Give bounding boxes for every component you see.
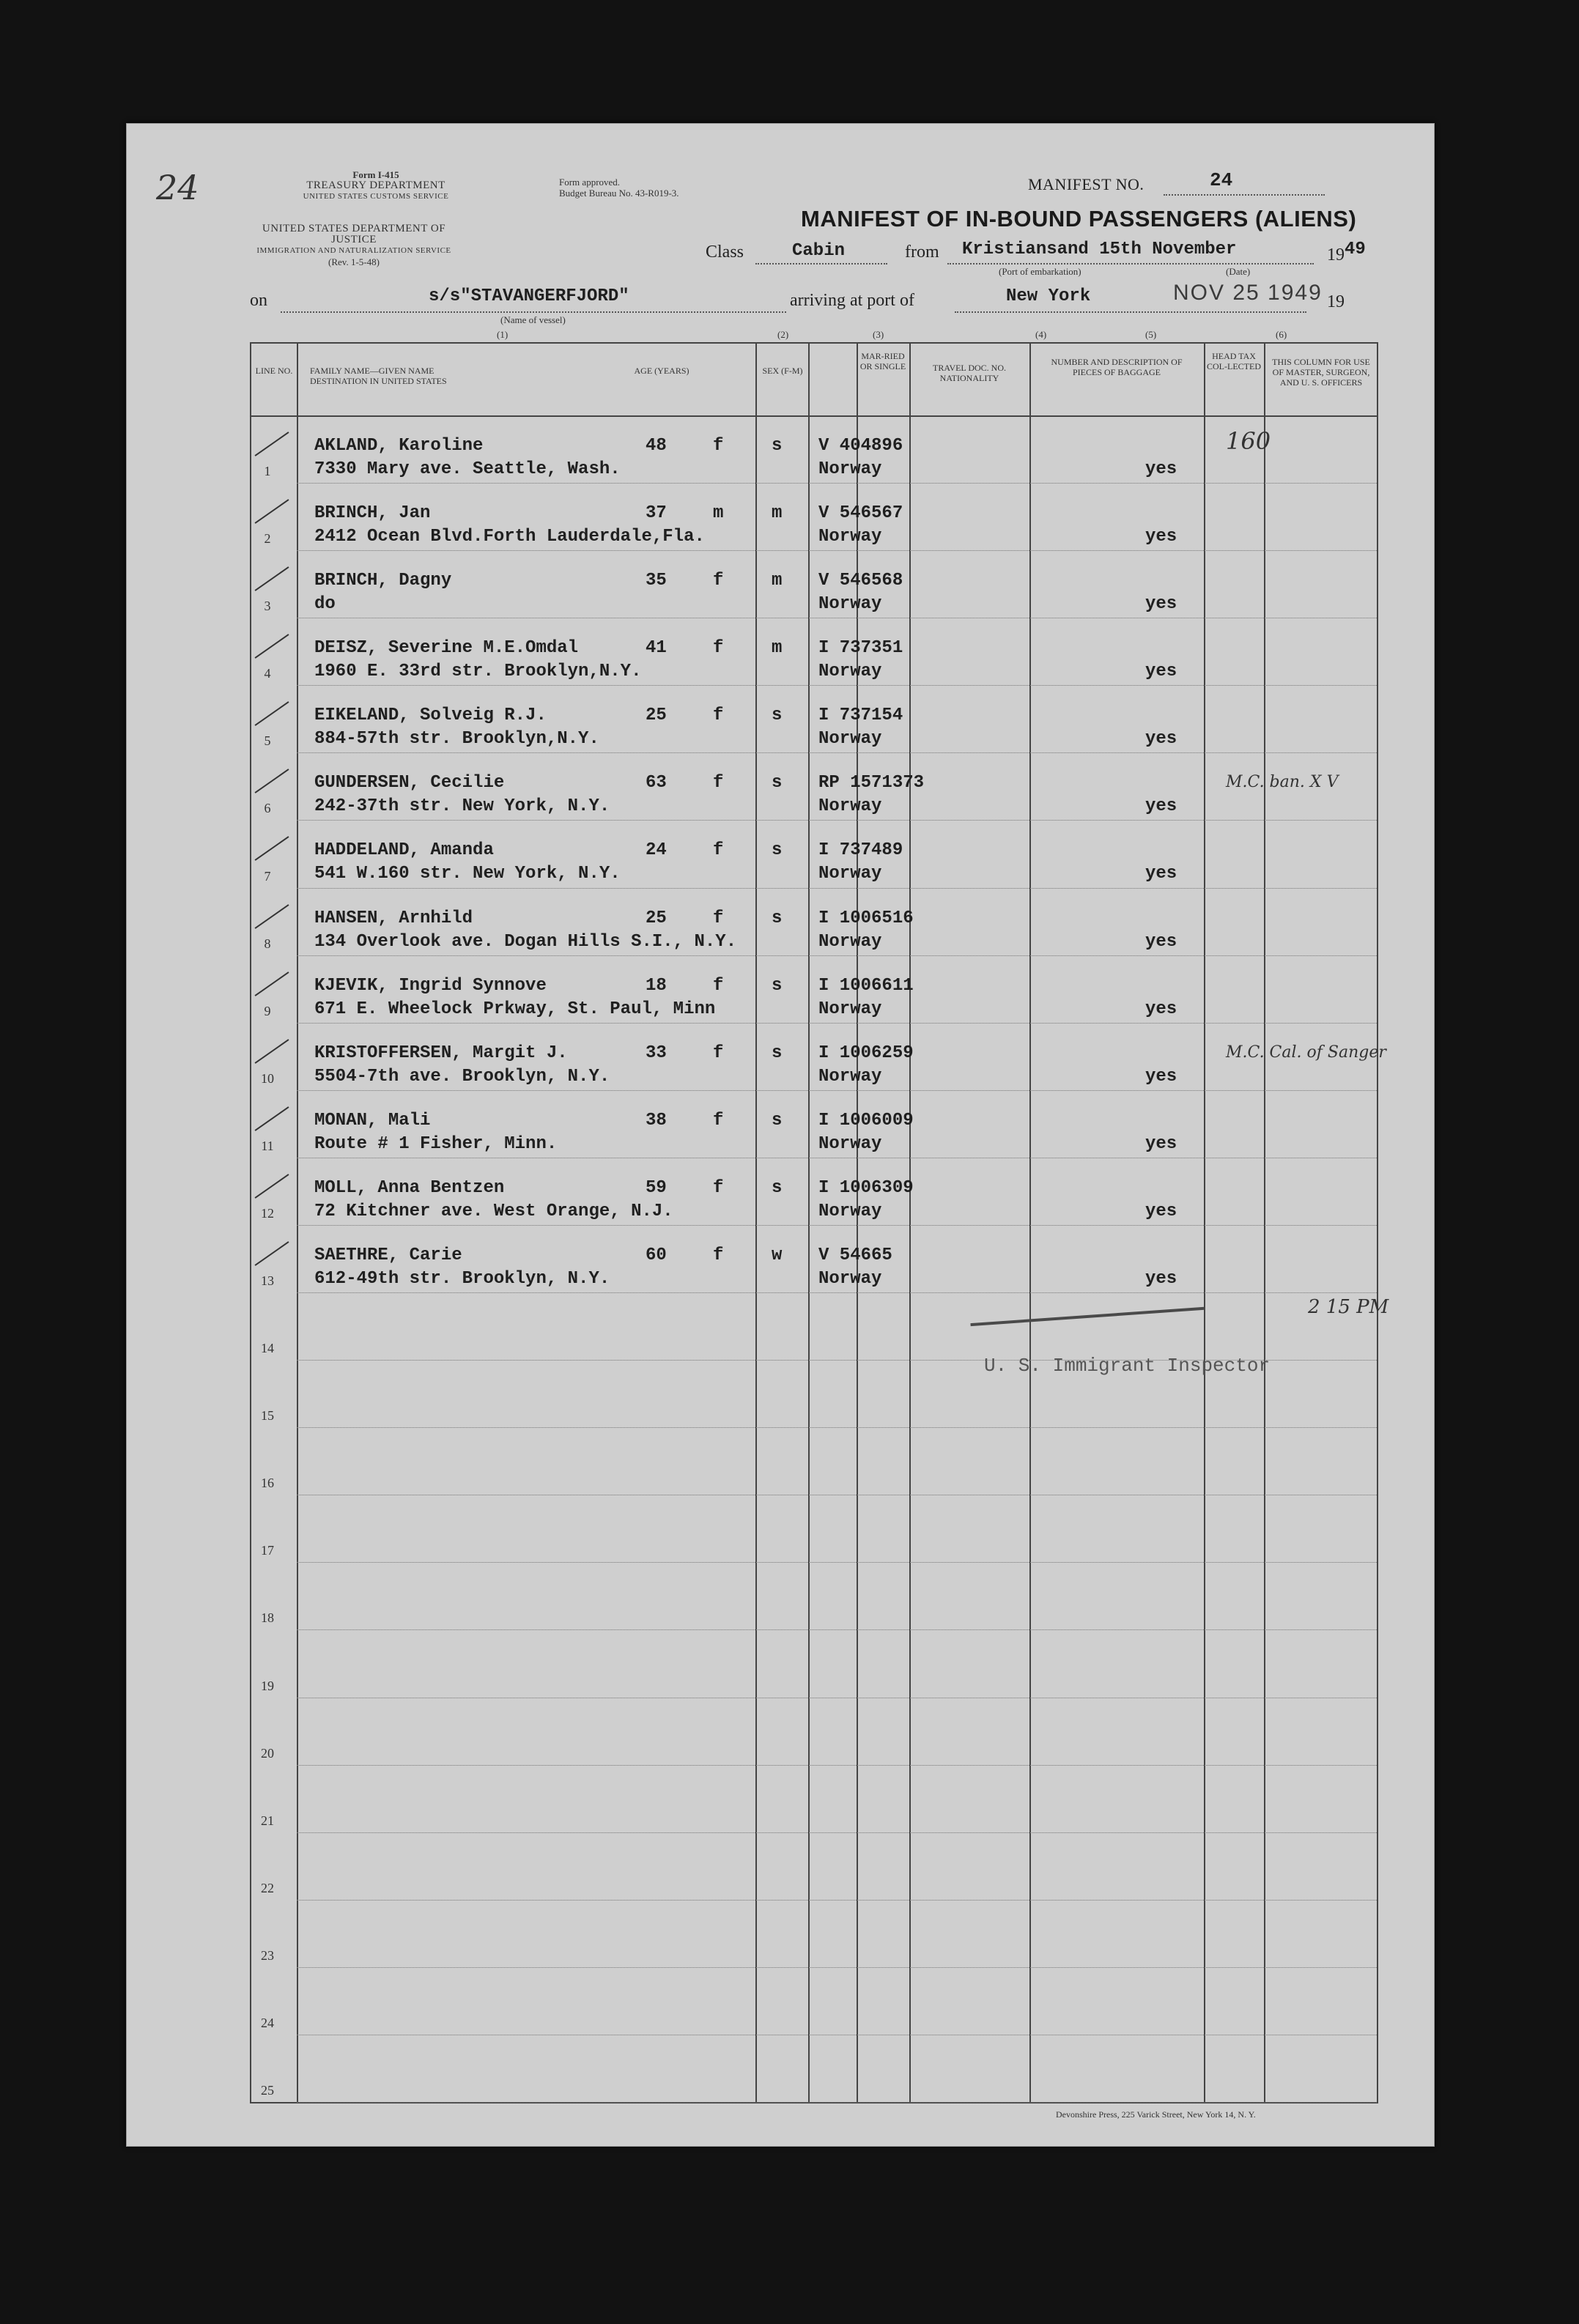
passenger-travel-doc: I 1006309: [818, 1178, 914, 1198]
passenger-sex: f: [713, 436, 724, 456]
passenger-head-tax: yes: [1145, 527, 1177, 547]
passenger-sex: f: [713, 840, 724, 860]
line-number: 3: [264, 599, 271, 613]
class-line: [755, 263, 887, 264]
passenger-marital-status: s: [772, 1111, 783, 1130]
arrival-port: New York: [1006, 286, 1091, 306]
officer-note: 160: [1226, 427, 1271, 455]
check-mark: [254, 566, 289, 591]
passenger-marital-status: s: [772, 976, 783, 996]
line-number: 21: [261, 1813, 274, 1828]
passenger-marital-status: m: [772, 503, 783, 523]
row-divider: [297, 1832, 1377, 1833]
col-header-travel-doc: TRAVEL DOC. NO. NATIONALITY: [932, 363, 1006, 383]
passenger-age: 59: [646, 1178, 667, 1198]
passenger-sex: f: [713, 1111, 724, 1130]
arrival-line: [955, 311, 1306, 313]
form-header-justice: [244, 223, 464, 267]
col-header-married: MAR-RIED OR SINGLE: [859, 351, 906, 371]
row-divider: [297, 1900, 1377, 1901]
passenger-destination: do: [314, 594, 336, 614]
passenger-destination: 541 W.160 str. New York, N.Y.: [314, 864, 621, 884]
passenger-age: 63: [646, 773, 667, 793]
col-header-head-tax: HEAD TAX COL-LECTED: [1207, 351, 1261, 371]
inspector-time: 2 15 PM: [1308, 1296, 1389, 1318]
inspector-stamp: U. S. Immigrant Inspector: [984, 1355, 1271, 1377]
passenger-age: 24: [646, 840, 667, 860]
col-divider: [1264, 342, 1265, 2102]
passenger-marital-status: s: [772, 840, 783, 860]
passenger-travel-doc: V 54665: [818, 1246, 892, 1265]
from-label: from: [905, 243, 939, 262]
passenger-name: KRISTOFFERSEN, Margit J.: [314, 1043, 568, 1063]
vessel-name: s/s"STAVANGERFJORD": [429, 286, 629, 306]
passenger-travel-doc: I 1006516: [818, 908, 914, 928]
row-divider: [297, 1090, 1377, 1091]
passenger-travel-doc: RP 1571373: [818, 773, 925, 793]
check-mark: [254, 1241, 289, 1266]
passenger-sex: f: [713, 1178, 724, 1198]
approval-line2: Budget Bureau No. 43-R019-3.: [559, 188, 679, 199]
row-divider: [297, 955, 1377, 956]
passenger-head-tax: yes: [1145, 459, 1177, 479]
passenger-travel-doc: I 737351: [818, 638, 903, 658]
passenger-name: HANSEN, Arnhild: [314, 908, 473, 928]
line-number: 5: [264, 733, 271, 748]
passenger-nationality: Norway: [818, 459, 882, 479]
passenger-destination: 2412 Ocean Blvd.Forth Lauderdale,Fla.: [314, 527, 705, 547]
passenger-destination: 72 Kitchner ave. West Orange, N.J.: [314, 1202, 673, 1221]
col-header-destination: DESTINATION IN UNITED STATES: [310, 376, 447, 386]
row-divider: [297, 1967, 1377, 1968]
passenger-name: BRINCH, Jan: [314, 503, 431, 523]
passenger-nationality: Norway: [818, 594, 882, 614]
officer-note: M.C. ban. X V: [1226, 773, 1339, 791]
row-divider: [297, 1427, 1377, 1428]
ins-label: IMMIGRATION AND NATURALIZATION SERVICE: [256, 246, 451, 255]
passenger-sex: f: [713, 638, 724, 658]
col-header-family-name: FAMILY NAME—GIVEN NAME: [310, 366, 434, 376]
row-divider: [297, 685, 1377, 686]
check-mark: [254, 769, 289, 793]
passenger-sex: m: [713, 503, 724, 523]
passenger-name: BRINCH, Dagny: [314, 571, 452, 591]
line-number: 25: [261, 2083, 274, 2098]
passenger-name: AKLAND, Karoline: [314, 436, 484, 456]
passenger-head-tax: yes: [1145, 594, 1177, 614]
passenger-name: SAETHRE, Carie: [314, 1246, 462, 1265]
passenger-age: 33: [646, 1043, 667, 1063]
row-divider: [297, 752, 1377, 753]
manifest-no-value: 24: [1210, 169, 1233, 191]
row-divider: [297, 1629, 1377, 1630]
col-number-4: (4): [1035, 329, 1047, 340]
form-header-treasury: [273, 169, 478, 202]
passenger-age: 41: [646, 638, 667, 658]
passenger-nationality: Norway: [818, 864, 882, 884]
port-embarkation-caption: (Port of embarkation): [999, 266, 1081, 277]
customs-label: UNITED STATES CUSTOMS SERVICE: [303, 192, 449, 201]
check-mark: [254, 432, 289, 456]
col-number-2: (2): [777, 329, 789, 340]
page-title: MANIFEST OF IN-BOUND PASSENGERS (ALIENS): [801, 206, 1357, 232]
approval-line1: Form approved.: [559, 177, 621, 188]
line-number: 15: [261, 1408, 274, 1423]
passenger-marital-status: m: [772, 571, 783, 591]
line-number: 20: [261, 1746, 274, 1761]
passenger-sex: f: [713, 706, 724, 725]
passenger-age: 18: [646, 976, 667, 996]
row-divider: [297, 483, 1377, 484]
col-divider: [297, 342, 298, 2102]
line-number: 11: [261, 1139, 274, 1153]
passenger-travel-doc: I 1006611: [818, 976, 914, 996]
passenger-nationality: Norway: [818, 1067, 882, 1087]
check-mark: [254, 972, 289, 996]
form-number: Form I-415: [352, 169, 399, 180]
passenger-sex: f: [713, 908, 724, 928]
passenger-marital-status: s: [772, 436, 783, 456]
passenger-head-tax: yes: [1145, 932, 1177, 952]
passenger-destination: 5504-7th ave. Brooklyn, N.Y.: [314, 1067, 610, 1087]
line-number: 24: [261, 2016, 274, 2030]
passenger-name: DEISZ, Severine M.E.Omdal: [314, 638, 579, 658]
passenger-marital-status: s: [772, 908, 783, 928]
passenger-age: 38: [646, 1111, 667, 1130]
line-number: 19: [261, 1679, 274, 1693]
col-header-officers: THIS COLUMN FOR USE OF MASTER, SURGEON, AND U. S. OFFICERS: [1272, 357, 1370, 388]
class-value: Cabin: [792, 241, 846, 261]
col-header-sex: SEX (F-M): [762, 366, 803, 376]
col-header-baggage: NUMBER AND DESCRIPTION OF PIECES OF BAGGAGE: [1051, 357, 1183, 377]
vessel-line: [281, 311, 786, 313]
passenger-marital-status: s: [772, 1178, 783, 1198]
passenger-head-tax: yes: [1145, 1067, 1177, 1087]
passenger-age: 25: [646, 908, 667, 928]
row-divider: [297, 1023, 1377, 1024]
row-divider: [297, 1225, 1377, 1226]
passenger-head-tax: yes: [1145, 1202, 1177, 1221]
col-header-line: LINE NO.: [255, 366, 293, 376]
line-number: 18: [261, 1610, 274, 1625]
line-number: 13: [261, 1273, 274, 1288]
col-divider: [1029, 342, 1031, 2102]
passenger-head-tax: yes: [1145, 864, 1177, 884]
col-number-3: (3): [873, 329, 884, 340]
from-line: [947, 263, 1314, 264]
check-mark: [254, 701, 289, 726]
line-number: 22: [261, 1881, 274, 1895]
line-number: 14: [261, 1341, 274, 1355]
col-divider: [1377, 342, 1378, 2102]
passenger-destination: 612-49th str. Brooklyn, N.Y.: [314, 1269, 610, 1289]
passenger-destination: 134 Overlook ave. Dogan Hills S.I., N.Y.: [314, 932, 737, 952]
line-number: 16: [261, 1476, 274, 1490]
line-number: 4: [264, 666, 271, 681]
passenger-nationality: Norway: [818, 796, 882, 816]
line-number: 9: [264, 1004, 271, 1018]
passenger-destination: 884-57th str. Brooklyn,N.Y.: [314, 729, 599, 749]
passenger-age: 35: [646, 571, 667, 591]
officer-note: M.C. Cal. of Sanger: [1226, 1043, 1386, 1062]
row-divider: [297, 1292, 1377, 1293]
passenger-name: MOLL, Anna Bentzen: [314, 1178, 505, 1198]
year-value: 49: [1345, 240, 1366, 259]
row-divider: [297, 2102, 1377, 2103]
passenger-name: EIKELAND, Solveig R.J.: [314, 706, 547, 725]
manifest-sheet: [126, 123, 1435, 2147]
on-label: on: [250, 291, 267, 310]
printer-imprint: Devonshire Press, 225 Varick Street, New York 14, N. Y.: [1056, 2109, 1256, 2120]
col-divider: [755, 342, 757, 2102]
passenger-head-tax: yes: [1145, 796, 1177, 816]
check-mark: [254, 499, 289, 524]
line-number: 23: [261, 1948, 274, 1963]
vessel-caption: (Name of vessel): [500, 314, 566, 325]
form-header-approval: [559, 177, 750, 199]
inspector-signature: [969, 1282, 1205, 1326]
check-mark: [254, 1039, 289, 1064]
passenger-head-tax: yes: [1145, 1269, 1177, 1289]
check-mark: [254, 904, 289, 929]
year-suffix: 19: [1327, 292, 1345, 311]
line-number: 6: [264, 801, 271, 815]
passenger-nationality: Norway: [818, 932, 882, 952]
passenger-name: HADDELAND, Amanda: [314, 840, 494, 860]
passenger-destination: 1960 E. 33rd str. Brooklyn,N.Y.: [314, 662, 642, 681]
passenger-travel-doc: V 546567: [818, 503, 903, 523]
row-divider: [297, 888, 1377, 889]
passenger-travel-doc: V 404896: [818, 436, 903, 456]
col-divider: [909, 342, 911, 2102]
arrival-date-stamp: NOV 25 1949: [1173, 281, 1323, 305]
date-caption: (Date): [1226, 266, 1251, 277]
passenger-destination: 671 E. Wheelock Prkway, St. Paul, Minn: [314, 999, 716, 1019]
passenger-travel-doc: I 737489: [818, 840, 903, 860]
passenger-name: MONAN, Mali: [314, 1111, 431, 1130]
passenger-sex: f: [713, 1246, 724, 1265]
passenger-marital-status: s: [772, 773, 783, 793]
line-number: 2: [264, 531, 271, 546]
passenger-nationality: Norway: [818, 662, 882, 681]
passenger-age: 37: [646, 503, 667, 523]
line-number: 8: [264, 936, 271, 951]
passenger-travel-doc: I 737154: [818, 706, 903, 725]
passenger-sex: f: [713, 1043, 724, 1063]
margin-number: 24: [156, 168, 199, 207]
passenger-travel-doc: I 1006009: [818, 1111, 914, 1130]
passenger-name: KJEVIK, Ingrid Synnove: [314, 976, 547, 996]
passenger-sex: f: [713, 571, 724, 591]
year-prefix: 19: [1327, 245, 1345, 264]
passenger-age: 48: [646, 436, 667, 456]
passenger-age: 25: [646, 706, 667, 725]
check-mark: [254, 1106, 289, 1131]
line-number: 12: [261, 1206, 274, 1221]
passenger-marital-status: s: [772, 1043, 783, 1063]
row-divider: [297, 820, 1377, 821]
manifest-no-line: [1164, 194, 1325, 196]
col-divider: [808, 342, 810, 2102]
row-divider: [297, 550, 1377, 551]
passenger-head-tax: yes: [1145, 999, 1177, 1019]
row-divider: [297, 1765, 1377, 1766]
arriving-label: arriving at port of: [790, 291, 914, 310]
passenger-destination: 242-37th str. New York, N.Y.: [314, 796, 610, 816]
passenger-head-tax: yes: [1145, 1134, 1177, 1154]
passenger-nationality: Norway: [818, 729, 882, 749]
passenger-travel-doc: I 1006259: [818, 1043, 914, 1063]
col-header-age: AGE (YEARS): [634, 366, 689, 376]
passenger-age: 60: [646, 1246, 667, 1265]
justice-label: UNITED STATES DEPARTMENT OF JUSTICE: [262, 223, 446, 245]
passenger-nationality: Norway: [818, 1202, 882, 1221]
col-number-5: (5): [1145, 329, 1157, 340]
line-number: 1: [264, 464, 271, 478]
check-mark: [254, 1174, 289, 1199]
passenger-head-tax: yes: [1145, 662, 1177, 681]
passenger-sex: f: [713, 976, 724, 996]
passenger-destination: Route # 1 Fisher, Minn.: [314, 1134, 558, 1154]
treasury-label: TREASURY DEPARTMENT: [306, 180, 445, 191]
col-number-1: (1): [497, 329, 509, 340]
passenger-travel-doc: V 546568: [818, 571, 903, 591]
check-mark: [254, 836, 289, 861]
line-number: 10: [261, 1071, 274, 1086]
col-header-name: [310, 366, 632, 386]
revision-label: (Rev. 1-5-48): [328, 256, 380, 267]
passenger-nationality: Norway: [818, 1269, 882, 1289]
line-number: 17: [261, 1543, 274, 1558]
col-divider: [1204, 342, 1205, 2102]
passenger-sex: f: [713, 773, 724, 793]
passenger-marital-status: w: [772, 1246, 783, 1265]
check-mark: [254, 634, 289, 659]
col-divider: [250, 342, 251, 2102]
row-divider: [297, 1562, 1377, 1563]
table-header-border: [250, 415, 1378, 417]
passenger-nationality: Norway: [818, 999, 882, 1019]
class-label: Class: [706, 243, 744, 262]
passenger-nationality: Norway: [818, 1134, 882, 1154]
line-number: 7: [264, 869, 271, 884]
passenger-marital-status: s: [772, 706, 783, 725]
from-value: Kristiansand 15th November: [962, 240, 1237, 259]
passenger-head-tax: yes: [1145, 729, 1177, 749]
passenger-destination: 7330 Mary ave. Seattle, Wash.: [314, 459, 621, 479]
passenger-nationality: Norway: [818, 527, 882, 547]
manifest-no-label: MANIFEST NO.: [1028, 175, 1145, 193]
passenger-marital-status: m: [772, 638, 783, 658]
passenger-name: GUNDERSEN, Cecilie: [314, 773, 505, 793]
col-number-6: (6): [1276, 329, 1287, 340]
table-top-border: [250, 342, 1378, 344]
